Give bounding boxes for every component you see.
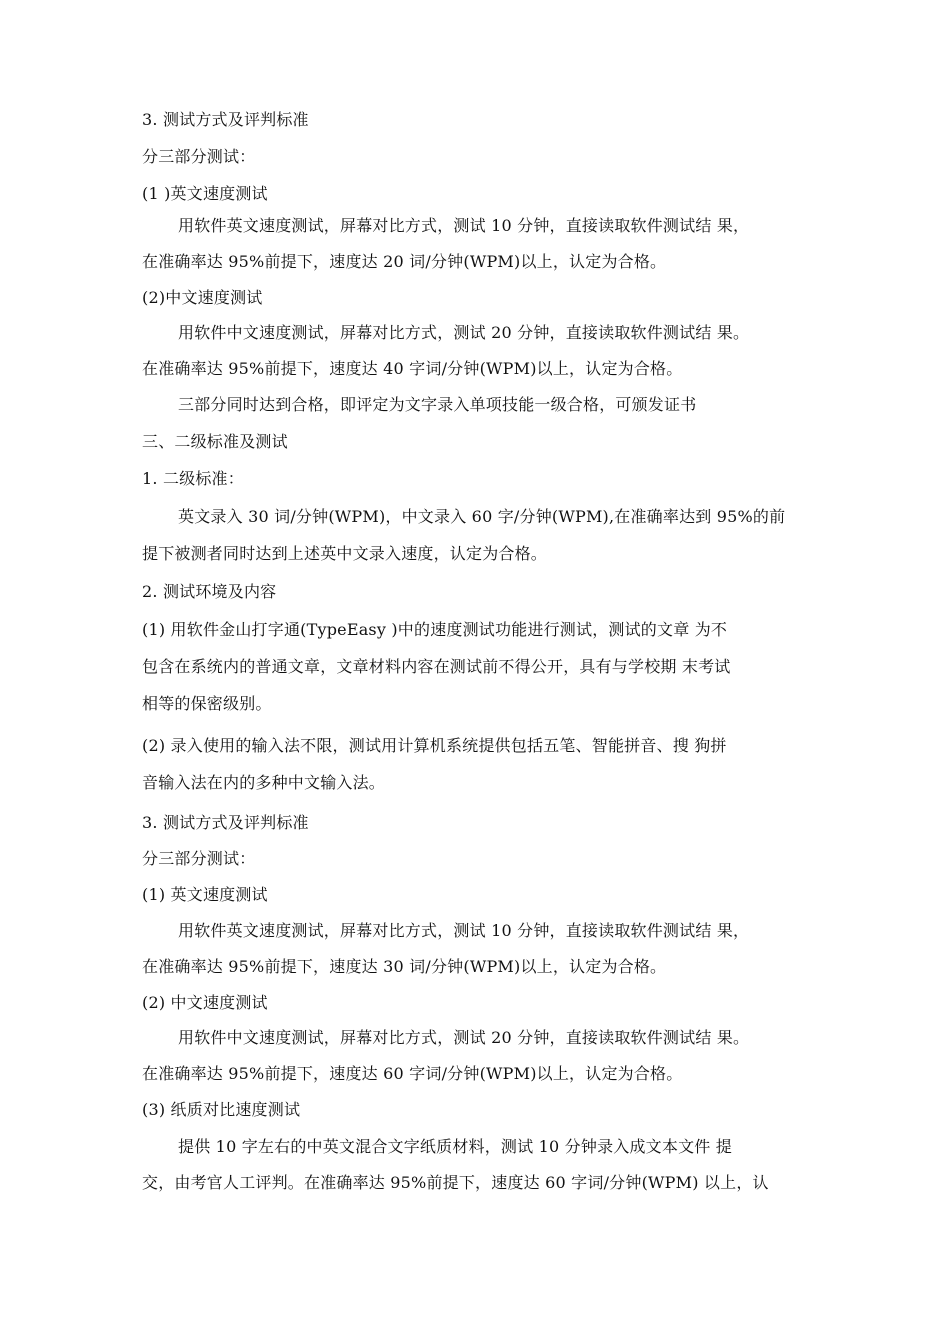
section-heading: 3. 测试方式及评判标准 xyxy=(142,110,309,129)
paragraph-line: 音输入法在内的多种中文输入法。 xyxy=(142,773,386,792)
paragraph-line: 三部分同时达到合格，即评定为文字录入单项技能一级合格，可颁发证书 xyxy=(178,395,697,414)
paragraph-line: 在准确率达 95%前提下，速度达 30 词/分钟(WPM)以上，认定为合格。 xyxy=(142,957,667,976)
paragraph-line: 用软件中文速度测试，屏幕对比方式，测试 20 分钟，直接读取软件测试结 果。 xyxy=(178,1028,750,1047)
subheading: (3) 纸质对比速度测试 xyxy=(142,1100,301,1119)
paragraph-line: 分三部分测试： xyxy=(142,849,256,868)
paragraph-line: 交，由考官人工评判。在准确率达 95%前提下，速度达 60 字词/分钟(WPM) 以上，认 xyxy=(142,1173,769,1192)
paragraph-line: 提供 10 字左右的中英文混合文字纸质材料，测试 10 分钟录入成文本文件 提 xyxy=(178,1137,732,1156)
paragraph-line: 用软件英文速度测试，屏幕对比方式，测试 10 分钟，直接读取软件测试结 果， xyxy=(178,921,750,940)
subheading: 1. 二级标准： xyxy=(142,469,244,488)
subheading: (2)中文速度测试 xyxy=(142,288,263,307)
paragraph-line: (2) 录入使用的输入法不限，测试用计算机系统提供包括五笔、智能拼音、搜 狗拼 xyxy=(142,736,727,755)
subheading: (1) 英文速度测试 xyxy=(142,885,268,904)
subheading: (2) 中文速度测试 xyxy=(142,993,268,1012)
subheading: 3. 测试方式及评判标准 xyxy=(142,813,309,832)
paragraph-line: 用软件中文速度测试，屏幕对比方式，测试 20 分钟，直接读取软件测试结 果。 xyxy=(178,323,750,342)
paragraph-line: 英文录入 30 词/分钟(WPM)，中文录入 60 字/分钟(WPM),在准确率达到 95%的前 xyxy=(178,507,786,526)
subheading: (1 )英文速度测试 xyxy=(142,184,268,203)
paragraph-line: 在准确率达 95%前提下，速度达 60 字词/分钟(WPM)以上，认定为合格。 xyxy=(142,1064,683,1083)
paragraph-line: 在准确率达 95%前提下，速度达 20 词/分钟(WPM)以上，认定为合格。 xyxy=(142,252,667,271)
paragraph-line: 包含在系统内的普通文章，文章材料内容在测试前不得公开，具有与学校期 末考试 xyxy=(142,657,731,676)
subheading: 2. 测试环境及内容 xyxy=(142,582,277,601)
paragraph-line: 在准确率达 95%前提下，速度达 40 字词/分钟(WPM)以上，认定为合格。 xyxy=(142,359,683,378)
paragraph-line: 相等的保密级别。 xyxy=(142,694,272,713)
paragraph-line: 提下被测者同时达到上述英中文录入速度，认定为合格。 xyxy=(142,544,548,563)
paragraph-line: (1) 用软件金山打字通(TypeEasy )中的速度测试功能进行测试，测试的文章 为不 xyxy=(142,620,728,639)
paragraph-line: 用软件英文速度测试，屏幕对比方式，测试 10 分钟，直接读取软件测试结 果， xyxy=(178,216,750,235)
paragraph-line: 分三部分测试： xyxy=(142,147,256,166)
section-heading: 三、二级标准及测试 xyxy=(142,432,288,451)
